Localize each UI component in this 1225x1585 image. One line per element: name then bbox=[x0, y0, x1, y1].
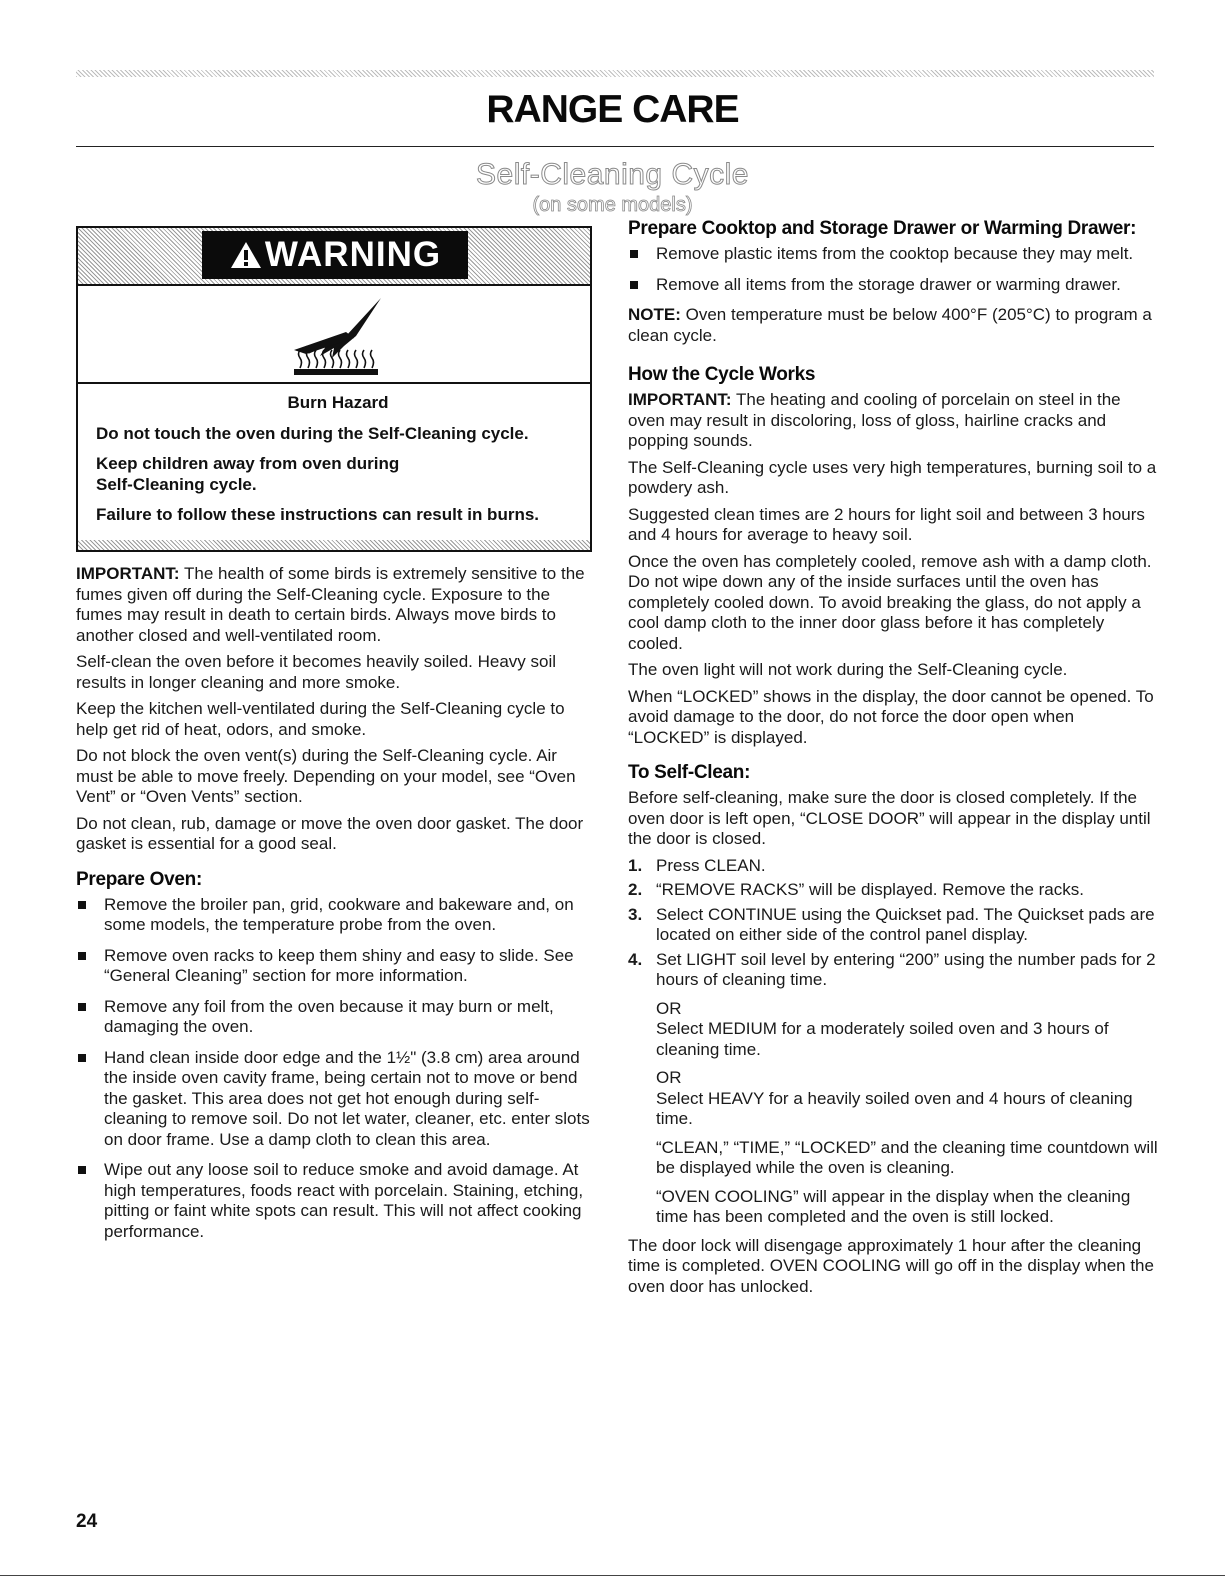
list-item bbox=[76, 895, 594, 936]
step-text: Set LIGHT soil level by entering “200” using the number pads for 2 hours of cleaning time. bbox=[656, 949, 1156, 989]
warning-text: WARNING bbox=[264, 235, 442, 274]
warning-triangle-icon bbox=[229, 240, 263, 270]
paragraph: The Self-Cleaning cycle uses very high temperatures, burning soil to a powdery ash. bbox=[628, 457, 1157, 497]
prepare-cooktop-list bbox=[628, 244, 1158, 295]
step-number: 2. bbox=[628, 880, 643, 899]
warning-label bbox=[202, 231, 468, 279]
how-cycle-works-heading: How the Cycle Works bbox=[628, 364, 816, 385]
list-item bbox=[76, 997, 594, 1038]
bullet-square-icon bbox=[630, 250, 638, 258]
self-clean-steps bbox=[628, 856, 1158, 1228]
list-item bbox=[628, 275, 1158, 296]
step-text: “REMOVE RACKS” will be displayed. Remove the racks. bbox=[656, 880, 1084, 899]
prepare-oven-heading: Prepare Oven: bbox=[76, 868, 202, 890]
list-item-text: Hand clean inside door edge and the 1½" (3.8 cm) area around the inside oven cavity frame, being certain not to move or bend the gasket. This area does not get hot enough during self-cleaning to remove soil. Do not let water, cleaner, etc. enter slots on door frame. Use a damp cloth to clean this area. bbox=[104, 1047, 590, 1149]
list-item-text: Remove plastic items from the cooktop because they may melt. bbox=[656, 244, 1134, 263]
list-item bbox=[76, 1048, 594, 1151]
list-item-text: Remove the broiler pan, grid, cookware and bakeware and, on some models, the temperature probe from the oven. bbox=[104, 894, 574, 934]
step-item bbox=[628, 856, 1158, 877]
warning-body bbox=[78, 384, 590, 540]
step4-details bbox=[656, 999, 1158, 1228]
warning-line: Keep children away from oven during Self-Cleaning cycle. bbox=[96, 454, 400, 494]
step4-option: OR Select HEAVY for a heavily soiled oven and 4 hours of cleaning time. bbox=[656, 1068, 1133, 1128]
page-number: 24 bbox=[76, 1511, 98, 1532]
paragraph: Keep the kitchen well-ventilated during the Self-Cleaning cycle to help get rid of heat, odors, and smoke. bbox=[76, 699, 565, 739]
step-item bbox=[628, 880, 1158, 901]
prepare-oven-list bbox=[76, 895, 594, 1243]
right-column bbox=[628, 218, 1158, 1303]
bullet-square-icon bbox=[78, 1054, 86, 1062]
note-paragraph bbox=[628, 305, 1158, 346]
step-text: Press CLEAN. bbox=[656, 855, 766, 875]
step-item bbox=[628, 905, 1158, 946]
step4-note: “OVEN COOLING” will appear in the display when the cleaning time has been completed and the oven is still locked. bbox=[656, 1186, 1131, 1226]
section-subtitle: (on some models) bbox=[532, 194, 693, 216]
self-clean-heading: To Self-Clean: bbox=[628, 762, 751, 783]
list-item-text: Wipe out any loose soil to reduce smoke and avoid damage. At high temperatures, foods react with porcelain. Staining, etching, pitting or faint white spots can result. This will not affect cooking performance. bbox=[104, 1160, 584, 1241]
important-paragraph bbox=[76, 564, 594, 646]
section-title: Self-Cleaning Cycle bbox=[476, 158, 749, 191]
warning-box bbox=[76, 226, 592, 552]
warning-footer-band bbox=[78, 540, 590, 550]
list-item bbox=[76, 946, 594, 987]
list-item bbox=[628, 244, 1158, 265]
warning-line: Failure to follow these instructions can result in burns. bbox=[96, 505, 540, 524]
important-label: IMPORTANT: bbox=[76, 564, 180, 583]
paragraph: When “LOCKED” shows in the display, the door cannot be opened. To avoid damage to the door, do not force the door open when “LOCKED” is displayed. bbox=[628, 686, 1154, 747]
warning-header bbox=[78, 228, 590, 286]
important-text: The heating and cooling of porcelain on steel in the oven may result in discoloring, loss of gloss, hairline cracks and popping sounds. bbox=[628, 390, 1121, 450]
list-item bbox=[76, 1160, 594, 1242]
list-item-text: Remove any foil from the oven because it may burn or melt, damaging the oven. bbox=[104, 996, 554, 1036]
hand-heat-icon bbox=[286, 296, 386, 376]
bullet-square-icon bbox=[78, 952, 86, 960]
important-label: IMPORTANT: bbox=[628, 390, 732, 409]
note-label: NOTE: bbox=[628, 305, 681, 324]
step-number: 4. bbox=[628, 949, 643, 969]
left-column bbox=[76, 226, 594, 1252]
list-item-text: Remove oven racks to keep them shiny and easy to slide. See “General Cleaning” section for more information. bbox=[104, 945, 574, 985]
step-text: Select CONTINUE using the Quickset pad. The Quickset pads are located on either side of the control panel display. bbox=[656, 904, 1155, 944]
important-paragraph bbox=[628, 390, 1158, 452]
bullet-square-icon bbox=[78, 1003, 86, 1011]
step-number: 3. bbox=[628, 904, 643, 924]
prepare-cooktop-heading: Prepare Cooktop and Storage Drawer or Warming Drawer: bbox=[628, 218, 1137, 239]
bullet-square-icon bbox=[78, 901, 86, 909]
burn-hazard-pictogram bbox=[78, 286, 590, 384]
note-text: Oven temperature must be below 400°F (205°C) to program a clean cycle. bbox=[628, 305, 1152, 345]
important-text: The health of some birds is extremely sensitive to the fumes given off during the Self-Cleaning cycle. Exposure to the fumes may result in death to certain birds. Always move birds to another closed and well-ventilated room. bbox=[76, 564, 585, 645]
self-clean-intro: Before self-cleaning, make sure the door is closed completely. If the oven door is left open, “CLOSE DOOR” will appear in the display until the door is closed. bbox=[628, 788, 1151, 848]
paragraph: Do not block the oven vent(s) during the Self-Cleaning cycle. Air must be able to move freely. Depending on your model, see “Oven Vent” or “Oven Vents” section. bbox=[76, 746, 576, 806]
step-number: 1. bbox=[628, 855, 643, 875]
paragraph: Do not clean, rub, damage or move the oven door gasket. The door gasket is essential for a good seal. bbox=[76, 813, 584, 853]
title-divider bbox=[76, 146, 1154, 147]
warning-line: Do not touch the oven during the Self-Cleaning cycle. bbox=[96, 424, 529, 443]
bullet-square-icon bbox=[630, 281, 638, 289]
decorative-band bbox=[76, 70, 1154, 77]
step4-option: OR Select MEDIUM for a moderately soiled oven and 3 hours of cleaning time. bbox=[656, 998, 1109, 1059]
paragraph: Suggested clean times are 2 hours for light soil and between 3 hours and 4 hours for average to heavy soil. bbox=[628, 504, 1145, 544]
paragraph: The oven light will not work during the Self-Cleaning cycle. bbox=[628, 660, 1068, 679]
step4-note: “CLEAN,” “TIME,” “LOCKED” and the cleaning time countdown will be displayed while the oven is cleaning. bbox=[656, 1137, 1158, 1177]
paragraph: Self-clean the oven before it becomes heavily soiled. Heavy soil results in longer cleaning and more smoke. bbox=[76, 652, 557, 692]
step-item bbox=[628, 950, 1158, 1228]
closing-paragraph: The door lock will disengage approximately 1 hour after the cleaning time is completed. OVEN COOLING will go off in the display when the oven door has unlocked. bbox=[628, 1235, 1154, 1296]
hazard-title: Burn Hazard bbox=[287, 393, 389, 412]
bullet-square-icon bbox=[78, 1166, 86, 1174]
page-title: RANGE CARE bbox=[486, 88, 739, 131]
paragraph: Once the oven has completely cooled, remove ash with a damp cloth. Do not wipe down any of the inside surfaces until the oven has completely cooled down. To avoid breaking the glass, do not apply a cool damp cloth to the inner door glass before it has completely cooled. bbox=[628, 551, 1152, 653]
list-item-text: Remove all items from the storage drawer or warming drawer. bbox=[656, 274, 1121, 294]
bottom-divider bbox=[0, 1575, 1225, 1576]
